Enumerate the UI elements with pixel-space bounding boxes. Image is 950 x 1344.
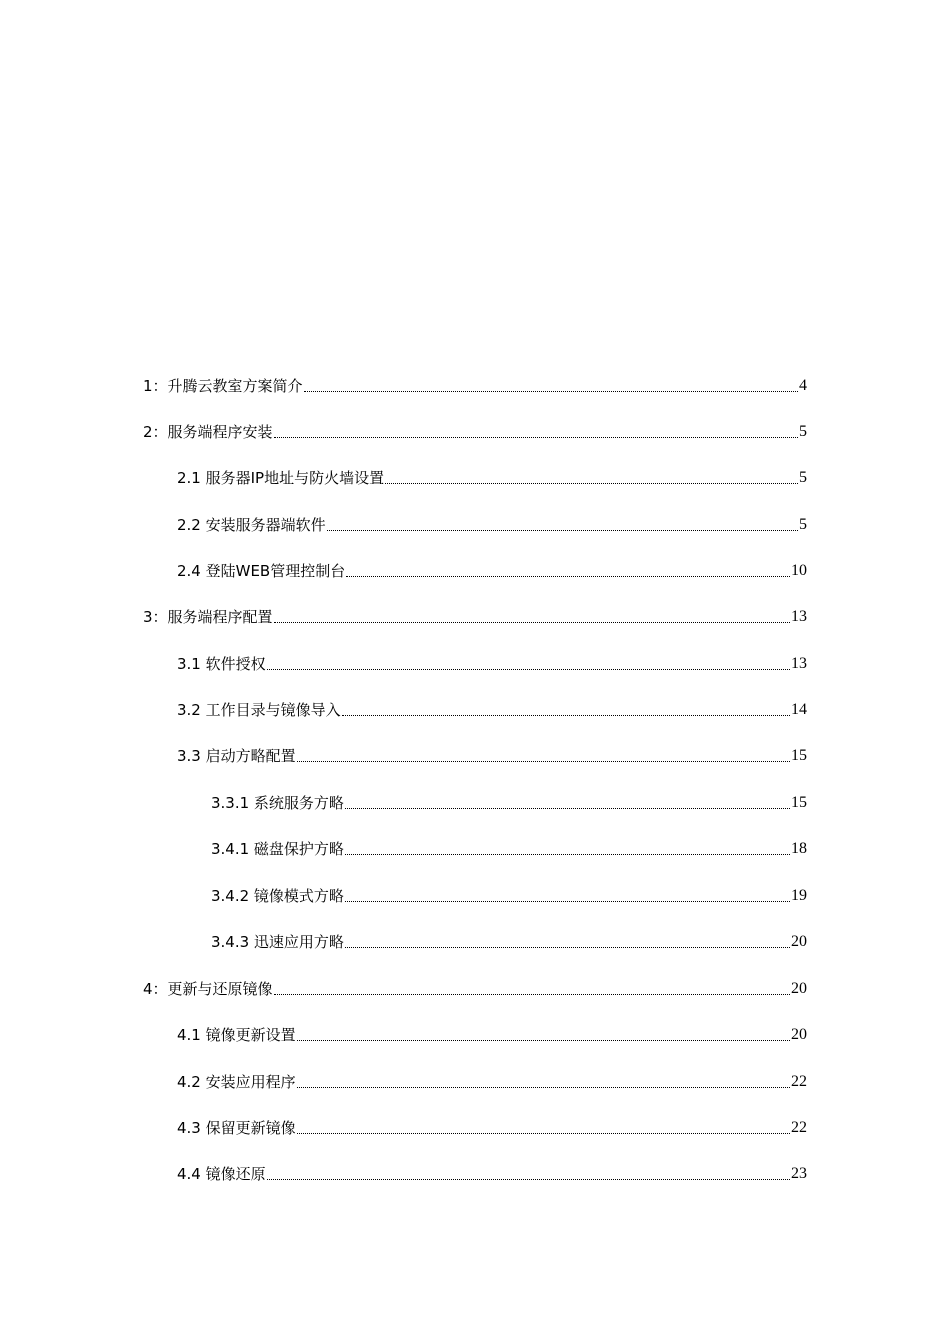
toc-entry-page: 19: [791, 887, 807, 904]
dot-leader: [345, 901, 790, 902]
toc-entry-label: 2.1 服务器IP地址与防火墙设置: [177, 469, 385, 487]
toc-entry-3-3-1[interactable]: [211, 789, 807, 813]
toc-entry-page: 22: [791, 1073, 807, 1090]
dot-leader: [297, 1087, 790, 1088]
toc-entry-label: 3.3.1 系统服务方略: [211, 794, 344, 812]
toc-entry-1[interactable]: [143, 372, 807, 396]
toc-entry-label: 4.1 镜像更新设置: [177, 1026, 296, 1044]
dot-leader: [385, 483, 798, 484]
toc-entry-4-1[interactable]: [177, 1021, 807, 1045]
toc-entry-page: 23: [791, 1165, 807, 1182]
toc-entry-page: 5: [799, 423, 807, 440]
toc-entry-2-4[interactable]: [177, 557, 807, 581]
toc-entry-label: 2.4 登陆WEB管理控制台: [177, 562, 346, 580]
toc-entry-page: 20: [791, 980, 807, 997]
toc-entry-3[interactable]: [143, 603, 807, 627]
toc-entry-page: 18: [791, 840, 807, 857]
toc-entry-2-2[interactable]: [177, 511, 807, 535]
toc-entry-label: 4：更新与还原镜像: [143, 980, 273, 998]
toc-entry-3-2[interactable]: [177, 696, 807, 720]
dot-leader: [342, 715, 790, 716]
dot-leader: [274, 437, 798, 438]
toc-entry-page: 15: [791, 794, 807, 811]
toc-entry-4[interactable]: [143, 975, 807, 999]
dot-leader: [267, 669, 790, 670]
toc-entry-4-3[interactable]: [177, 1114, 807, 1138]
toc-entry-3-4-1[interactable]: [211, 835, 807, 859]
toc-entry-3-3[interactable]: [177, 742, 807, 766]
toc-entry-label: 3.3 启动方略配置: [177, 747, 296, 765]
toc-entry-4-4[interactable]: [177, 1160, 807, 1184]
dot-leader: [346, 576, 790, 577]
toc-entry-label: 3.4.1 磁盘保护方略: [211, 840, 344, 858]
toc-entry-3-4-2[interactable]: [211, 882, 807, 906]
toc-entry-label: 4.2 安装应用程序: [177, 1073, 296, 1091]
toc-entry-label: 3.1 软件授权: [177, 655, 266, 673]
toc-entry-page: 20: [791, 1026, 807, 1043]
dot-leader: [274, 994, 790, 995]
dot-leader: [345, 808, 790, 809]
toc-entry-page: 15: [791, 747, 807, 764]
toc-entry-page: 13: [791, 608, 807, 625]
toc-entry-label: 3：服务端程序配置: [143, 608, 273, 626]
toc-entry-page: 22: [791, 1119, 807, 1136]
toc-entry-page: 13: [791, 655, 807, 672]
toc-entry-4-2[interactable]: [177, 1068, 807, 1092]
toc-entry-label: 4.3 保留更新镜像: [177, 1119, 296, 1137]
dot-leader: [327, 530, 798, 531]
toc-entry-page: 4: [799, 377, 807, 394]
toc-entry-3-1[interactable]: [177, 650, 807, 674]
toc-entry-label: 3.4.2 镜像模式方略: [211, 887, 344, 905]
dot-leader: [297, 1133, 790, 1134]
toc-entry-2[interactable]: [143, 418, 807, 442]
dot-leader: [345, 947, 790, 948]
dot-leader: [274, 622, 790, 623]
toc-entry-2-1[interactable]: [177, 464, 807, 488]
toc-entry-label: 2.2 安装服务器端软件: [177, 516, 326, 534]
toc-entry-label: 1：升腾云教室方案简介: [143, 377, 303, 395]
dot-leader: [345, 854, 790, 855]
toc-entry-page: 20: [791, 933, 807, 950]
dot-leader: [267, 1179, 790, 1180]
toc-entry-label: 4.4 镜像还原: [177, 1165, 266, 1183]
dot-leader: [297, 1040, 790, 1041]
toc-entry-page: 5: [799, 516, 807, 533]
toc-entry-page: 10: [791, 562, 807, 579]
toc-entry-label: 2：服务端程序安装: [143, 423, 273, 441]
dot-leader: [304, 391, 798, 392]
toc-entry-3-4-3[interactable]: [211, 928, 807, 952]
dot-leader: [297, 761, 790, 762]
toc-entry-page: 14: [791, 701, 807, 718]
toc-entry-page: 5: [799, 469, 807, 486]
toc-entry-label: 3.2 工作目录与镜像导入: [177, 701, 341, 719]
toc-entry-label: 3.4.3 迅速应用方略: [211, 933, 344, 951]
